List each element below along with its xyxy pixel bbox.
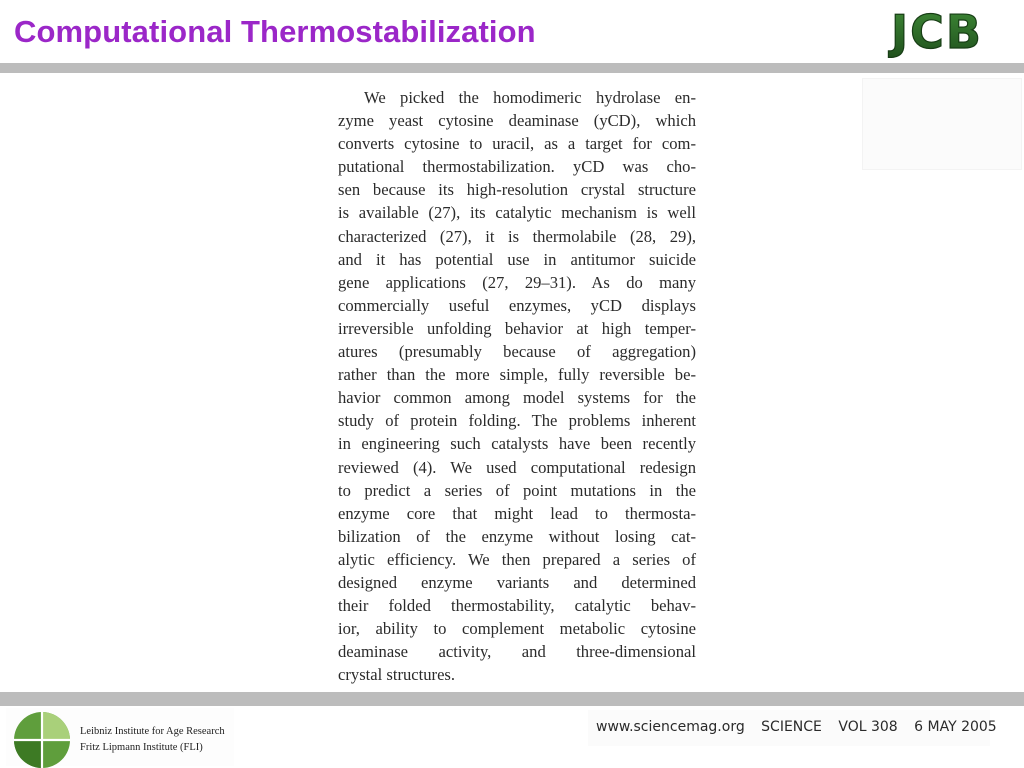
article-line: sen because its high-resolution crystal structure [338,180,696,200]
article-line: putational thermostabilization. yCD was cho- [338,157,696,177]
article-line: enzyme core that might lead to thermosta- [338,503,696,523]
article-paragraph [338,86,696,686]
article-line: zyme yeast cytosine deaminase (yCD), which [338,111,696,131]
article-line: reviewed (4). We used computational redesign [338,457,696,477]
article-line: bilization of the enzyme without losing cat- [338,526,696,546]
article-line: alytic efficiency. We then prepared a series of [338,549,696,569]
article-line: rather than the more simple, fully reversible be- [338,365,696,385]
article-line: ior, ability to complement metabolic cytosine [338,619,696,639]
article-line: We picked the homodimeric hydrolase en- [364,88,696,107]
fli-logo-icon [12,710,72,768]
article-line: characterized (27), it is thermolabile (28, 29), [338,226,696,246]
article-line: havior common among model systems for the [338,388,696,408]
article-line: converts cytosine to uracil, as a target for com- [338,134,696,154]
article-line: gene applications (27, 29–31). As do many [338,272,696,292]
article-line: their folded thermostability, catalytic behav- [338,596,696,616]
jcb-logo [866,4,1008,58]
article-line: crystal structures. [338,665,456,685]
article-line: and it has potential use in antitumor suicide [338,249,696,269]
institute-line-1: Leibniz Institute for Age Research [80,726,225,737]
jcb-logo-icon [866,4,1008,58]
article-line: in engineering such catalysts have been recently [338,434,696,454]
institute-branding [6,708,234,766]
article-line: irreversible unfolding behavior at high temper- [338,318,696,338]
article-line: atures (presumably because of aggregation) [338,342,696,362]
citation-journal: SCIENCE [761,719,822,735]
institute-line-2: Fritz Lipmann Institute (FLI) [80,742,203,753]
article-line: to predict a series of point mutations in the [338,480,696,500]
article-line: deaminase activity, and three-dimensional [338,642,696,662]
citation-volume: VOL 308 [838,719,898,735]
institute-name [80,724,225,756]
citation-date: 6 MAY 2005 [914,719,997,735]
faded-image-placeholder [862,78,1022,170]
article-line: designed enzyme variants and determined [338,572,696,592]
citation-site: www.sciencemag.org [596,719,745,735]
article-line: commercially useful enzymes, yCD displays [338,295,696,315]
logo-text: JCB [891,5,983,58]
header-divider-bar [0,63,1024,73]
footer-divider-bar [0,692,1024,706]
slide-title: Computational Thermostabilization [14,14,536,49]
article-line: study of protein folding. The problems inherent [338,411,696,431]
article-line: is available (27), its catalytic mechanism is well [338,203,696,223]
journal-citation [588,710,997,746]
